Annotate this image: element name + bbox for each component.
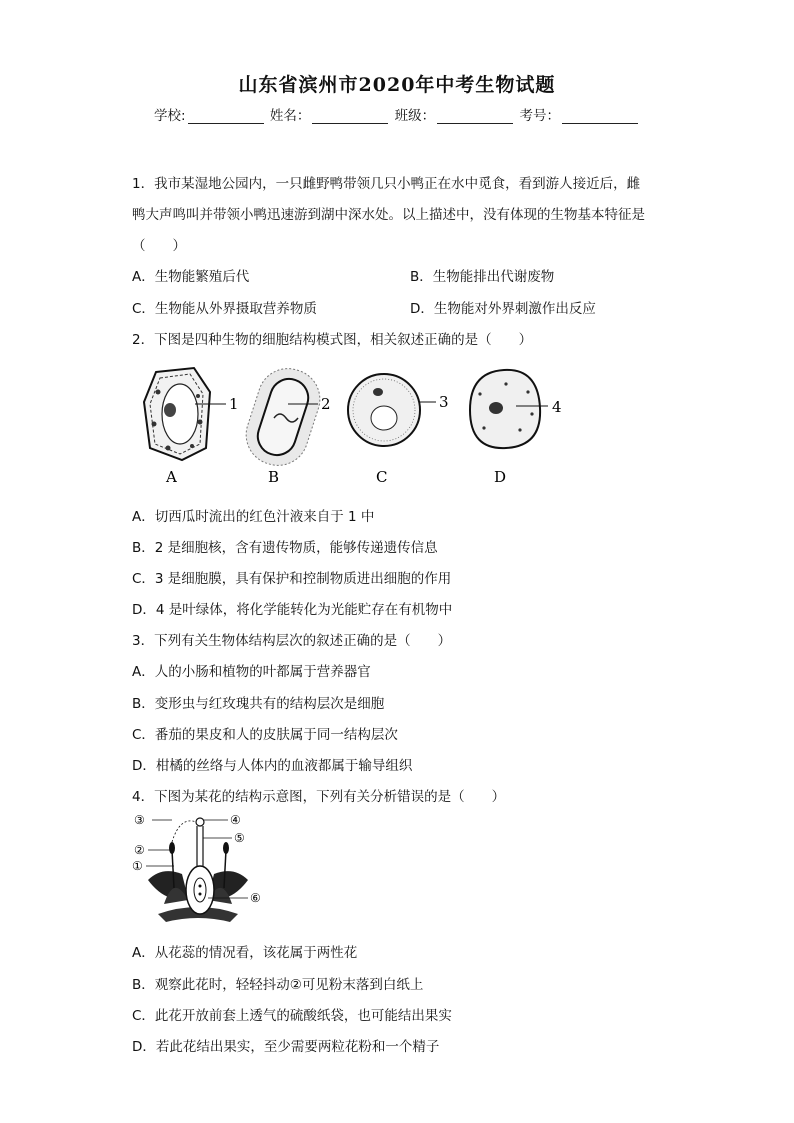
class-blank[interactable]: [437, 109, 513, 124]
q1-stem-line-2: 鸭大声鸣叫并带领小鸭迅速游到湖中深水处。以上描述中，没有体现的生物基本特征是: [132, 207, 645, 223]
q3-option-c[interactable]: C．番茄的果皮和人的皮肤属于同一结构层次: [132, 727, 398, 743]
q3-option-d[interactable]: D．柑橘的丝络与人体内的血液都属于输导组织: [132, 758, 413, 774]
q1-option-c[interactable]: C．生物能从外界摄取营养物质: [132, 301, 317, 317]
q1-stem-line-1: 1．我市某湿地公园内，一只雌野鸭带领几只小鸭正在水中觅食，看到游人接近后，雌: [132, 176, 641, 192]
flower-label-4: ④: [230, 813, 241, 827]
flower-structure-figure: [128, 810, 268, 928]
flower-label-5: ⑤: [234, 831, 245, 845]
q1-stem-line-3: （ ）: [132, 238, 186, 254]
pointer-number-4: 4: [552, 398, 562, 416]
exam-number-blank[interactable]: [562, 109, 638, 124]
cell-letter-d: D: [494, 468, 507, 486]
q2-option-c[interactable]: C．3 是细胞膜，具有保护和控制物质进出细胞的作用: [132, 571, 452, 587]
name-blank[interactable]: [312, 109, 388, 124]
cell-b-diagram: [238, 362, 330, 486]
school-label: 学校:: [154, 108, 186, 124]
q2-option-b[interactable]: B．2 是细胞核，含有遗传物质，能够传递遗传信息: [132, 540, 438, 556]
q3-stem: 3．下列有关生物体结构层次的叙述正确的是（ ）: [132, 633, 452, 649]
cell-c-diagram: [348, 374, 449, 486]
flower-label-6: ⑥: [250, 891, 261, 905]
cell-letter-b: B: [268, 468, 280, 486]
flower-label-3: ③: [134, 813, 145, 827]
flower-label-2: ②: [134, 843, 145, 857]
q1-option-a[interactable]: A．生物能繁殖后代: [132, 269, 250, 285]
name-label: 姓名：: [269, 108, 311, 124]
school-blank[interactable]: [188, 109, 264, 124]
q1-option-d[interactable]: D．生物能对外界刺激作出反应: [410, 301, 596, 317]
q4-option-b[interactable]: B．观察此花时，轻轻抖动②可见粉末落到白纸上: [132, 977, 424, 993]
q3-option-b[interactable]: B．变形虫与红玫瑰共有的结构层次是细胞: [132, 696, 385, 712]
student-info-row: [0, 104, 794, 124]
class-label: 班级：: [394, 108, 436, 124]
cell-letter-c: C: [376, 468, 388, 486]
q3-option-a[interactable]: A．人的小肠和植物的叶都属于营养器官: [132, 664, 371, 680]
pointer-number-3: 3: [439, 393, 449, 411]
q2-option-a[interactable]: A．切西瓜时流出的红色汁液来自于 1 中: [132, 509, 375, 525]
pointer-number-1: 1: [229, 395, 239, 413]
cell-a-diagram: [144, 368, 239, 486]
flower-label-1: ①: [132, 859, 143, 873]
exam-number-label: 考号：: [519, 108, 560, 124]
q4-stem: 4．下图为某花的结构示意图，下列有关分析错误的是（ ）: [132, 789, 506, 805]
cell-d-diagram: [470, 370, 562, 486]
q4-option-c[interactable]: C．此花开放前套上透气的硫酸纸袋，也可能结出果实: [132, 1008, 452, 1024]
exam-title: 山东省滨州市2020年中考生物试题: [238, 74, 556, 96]
q2-stem: 2．下图是四种生物的细胞结构模式图，相关叙述正确的是（ ）: [132, 332, 533, 348]
q4-option-d[interactable]: D．若此花结出果实，至少需要两粒花粉和一个精子: [132, 1039, 440, 1055]
cell-structure-figure: [140, 362, 580, 492]
q2-option-d[interactable]: D．4 是叶绿体，将化学能转化为光能贮存在有机物中: [132, 602, 453, 618]
cell-letter-a: A: [166, 468, 177, 486]
pointer-number-2: 2: [321, 395, 331, 413]
q4-option-a[interactable]: A．从花蕊的情况看，该花属于两性花: [132, 945, 358, 961]
q1-option-b[interactable]: B．生物能排出代谢废物: [410, 269, 555, 285]
